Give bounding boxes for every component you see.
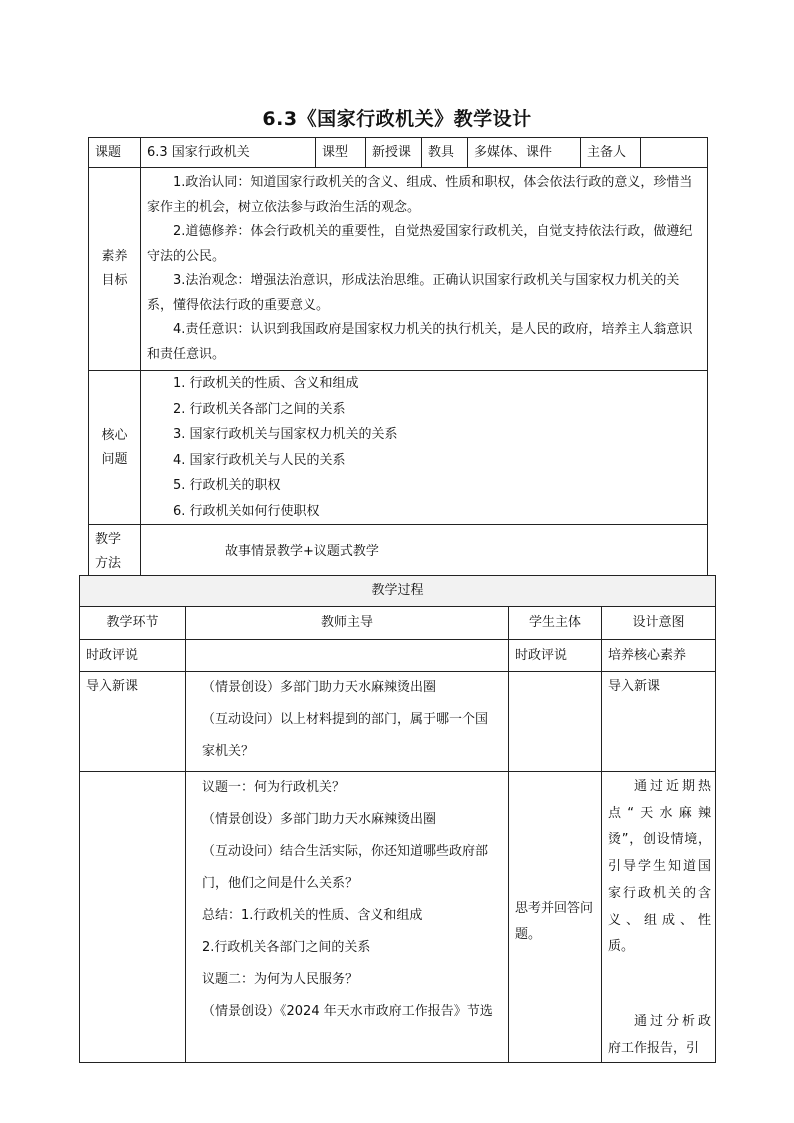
goals-content <box>141 168 708 371</box>
teacher-cell: 议题一：何为行政机关？ （情景创设）多部门助力天水麻辣烫出圈 （互动设问）结合生活实际，你还知道哪些政府部 门，他们之间是什么关系？ 总结：1.行政机关的性质、含义和组成 2.行政机关各部门之间的关系 议题二：为何为人民服务？ （情景创设）《2024 年天水市政府工作报告》节选 <box>186 772 509 1063</box>
student-cell: 时政评说 <box>509 640 602 672</box>
core-item: 1. 行政机关的性质、含义和组成 <box>173 376 359 391</box>
table-row <box>80 672 716 772</box>
intent-cell: 导入新课 <box>602 672 716 772</box>
process-title: 教学过程 <box>80 576 716 607</box>
core-item: 6. 行政机关如何行使职权 <box>173 503 320 519</box>
type-label: 课型 <box>316 138 366 168</box>
core-item: 2. 行政机关各部门之间的关系 <box>173 401 346 417</box>
lesson-info-table <box>88 137 708 579</box>
col-student: 学生主体 <box>509 607 602 640</box>
intent-cell: 培养核心素养 <box>602 640 716 672</box>
topic-label: 课题 <box>89 138 141 168</box>
teacher-cell <box>186 640 509 672</box>
goal-item: 1.政治认同：知道国家行政机关的含义、组成、性质和职权，体会依法行政的意义，珍惜当家作主的机会，树立依法参与政治生活的观念。 <box>147 175 693 215</box>
core-item: 4. 国家行政机关与人民的关系 <box>173 452 346 468</box>
preparer-label: 主备人 <box>581 138 641 168</box>
student-cell <box>509 672 602 772</box>
method-value: 故事情景教学+议题式教学 <box>141 525 708 579</box>
core-label: 核心 问题 <box>89 371 141 525</box>
col-teacher: 教师主导 <box>186 607 509 640</box>
method-label: 教学 方法 <box>89 525 141 579</box>
stage-cell: 导入新课 <box>80 672 186 772</box>
goals-label: 素养 目标 <box>89 168 141 371</box>
core-item: 5. 行政机关的职权 <box>173 478 281 493</box>
intent-cell: 通过近期热点“天水麻辣烫”，创设情境，引导学生知道国家行政机关的含义、组成、性质。 通过分析政府工作报告，引 <box>602 772 716 1063</box>
topic-value: 6.3 国家行政机关 <box>141 138 316 168</box>
stage-cell <box>80 772 186 1063</box>
tools-value: 多媒体、课件 <box>468 138 581 168</box>
table-row <box>80 772 716 1063</box>
stage-cell: 时政评说 <box>80 640 186 672</box>
table-row <box>80 640 716 672</box>
tools-label: 教具 <box>422 138 468 168</box>
col-stage: 教学环节 <box>80 607 186 640</box>
goal-item: 3.法治观念：增强法治意识，形成法治思维。正确认识国家行政机关与国家权力机关的关系，懂得依法行政的重要意义。 <box>147 273 680 313</box>
page-title: 6.3《国家行政机关》教学设计 <box>262 108 532 130</box>
teacher-cell: （情景创设）多部门助力天水麻辣烫出圈 （互动设问）以上材料提到的部门，属于哪一个国 家机关？ <box>186 672 509 772</box>
preparer-value <box>641 138 708 168</box>
student-cell: 思考并回答问题。 <box>509 772 602 1063</box>
core-item: 3. 国家行政机关与国家权力机关的关系 <box>173 427 398 442</box>
process-table <box>79 575 716 1063</box>
goal-item: 4.责任意识：认识到我国政府是国家权力机关的执行机关，是人民的政府，培养主人翁意识和责任意识。 <box>147 322 693 362</box>
core-content <box>141 371 708 525</box>
goal-item: 2.道德修养：体会行政机关的重要性，自觉热爱国家行政机关，自觉支持依法行政，做遵纪守法的公民。 <box>147 224 693 264</box>
type-value: 新授课 <box>366 138 422 168</box>
col-intent: 设计意图 <box>602 607 716 640</box>
